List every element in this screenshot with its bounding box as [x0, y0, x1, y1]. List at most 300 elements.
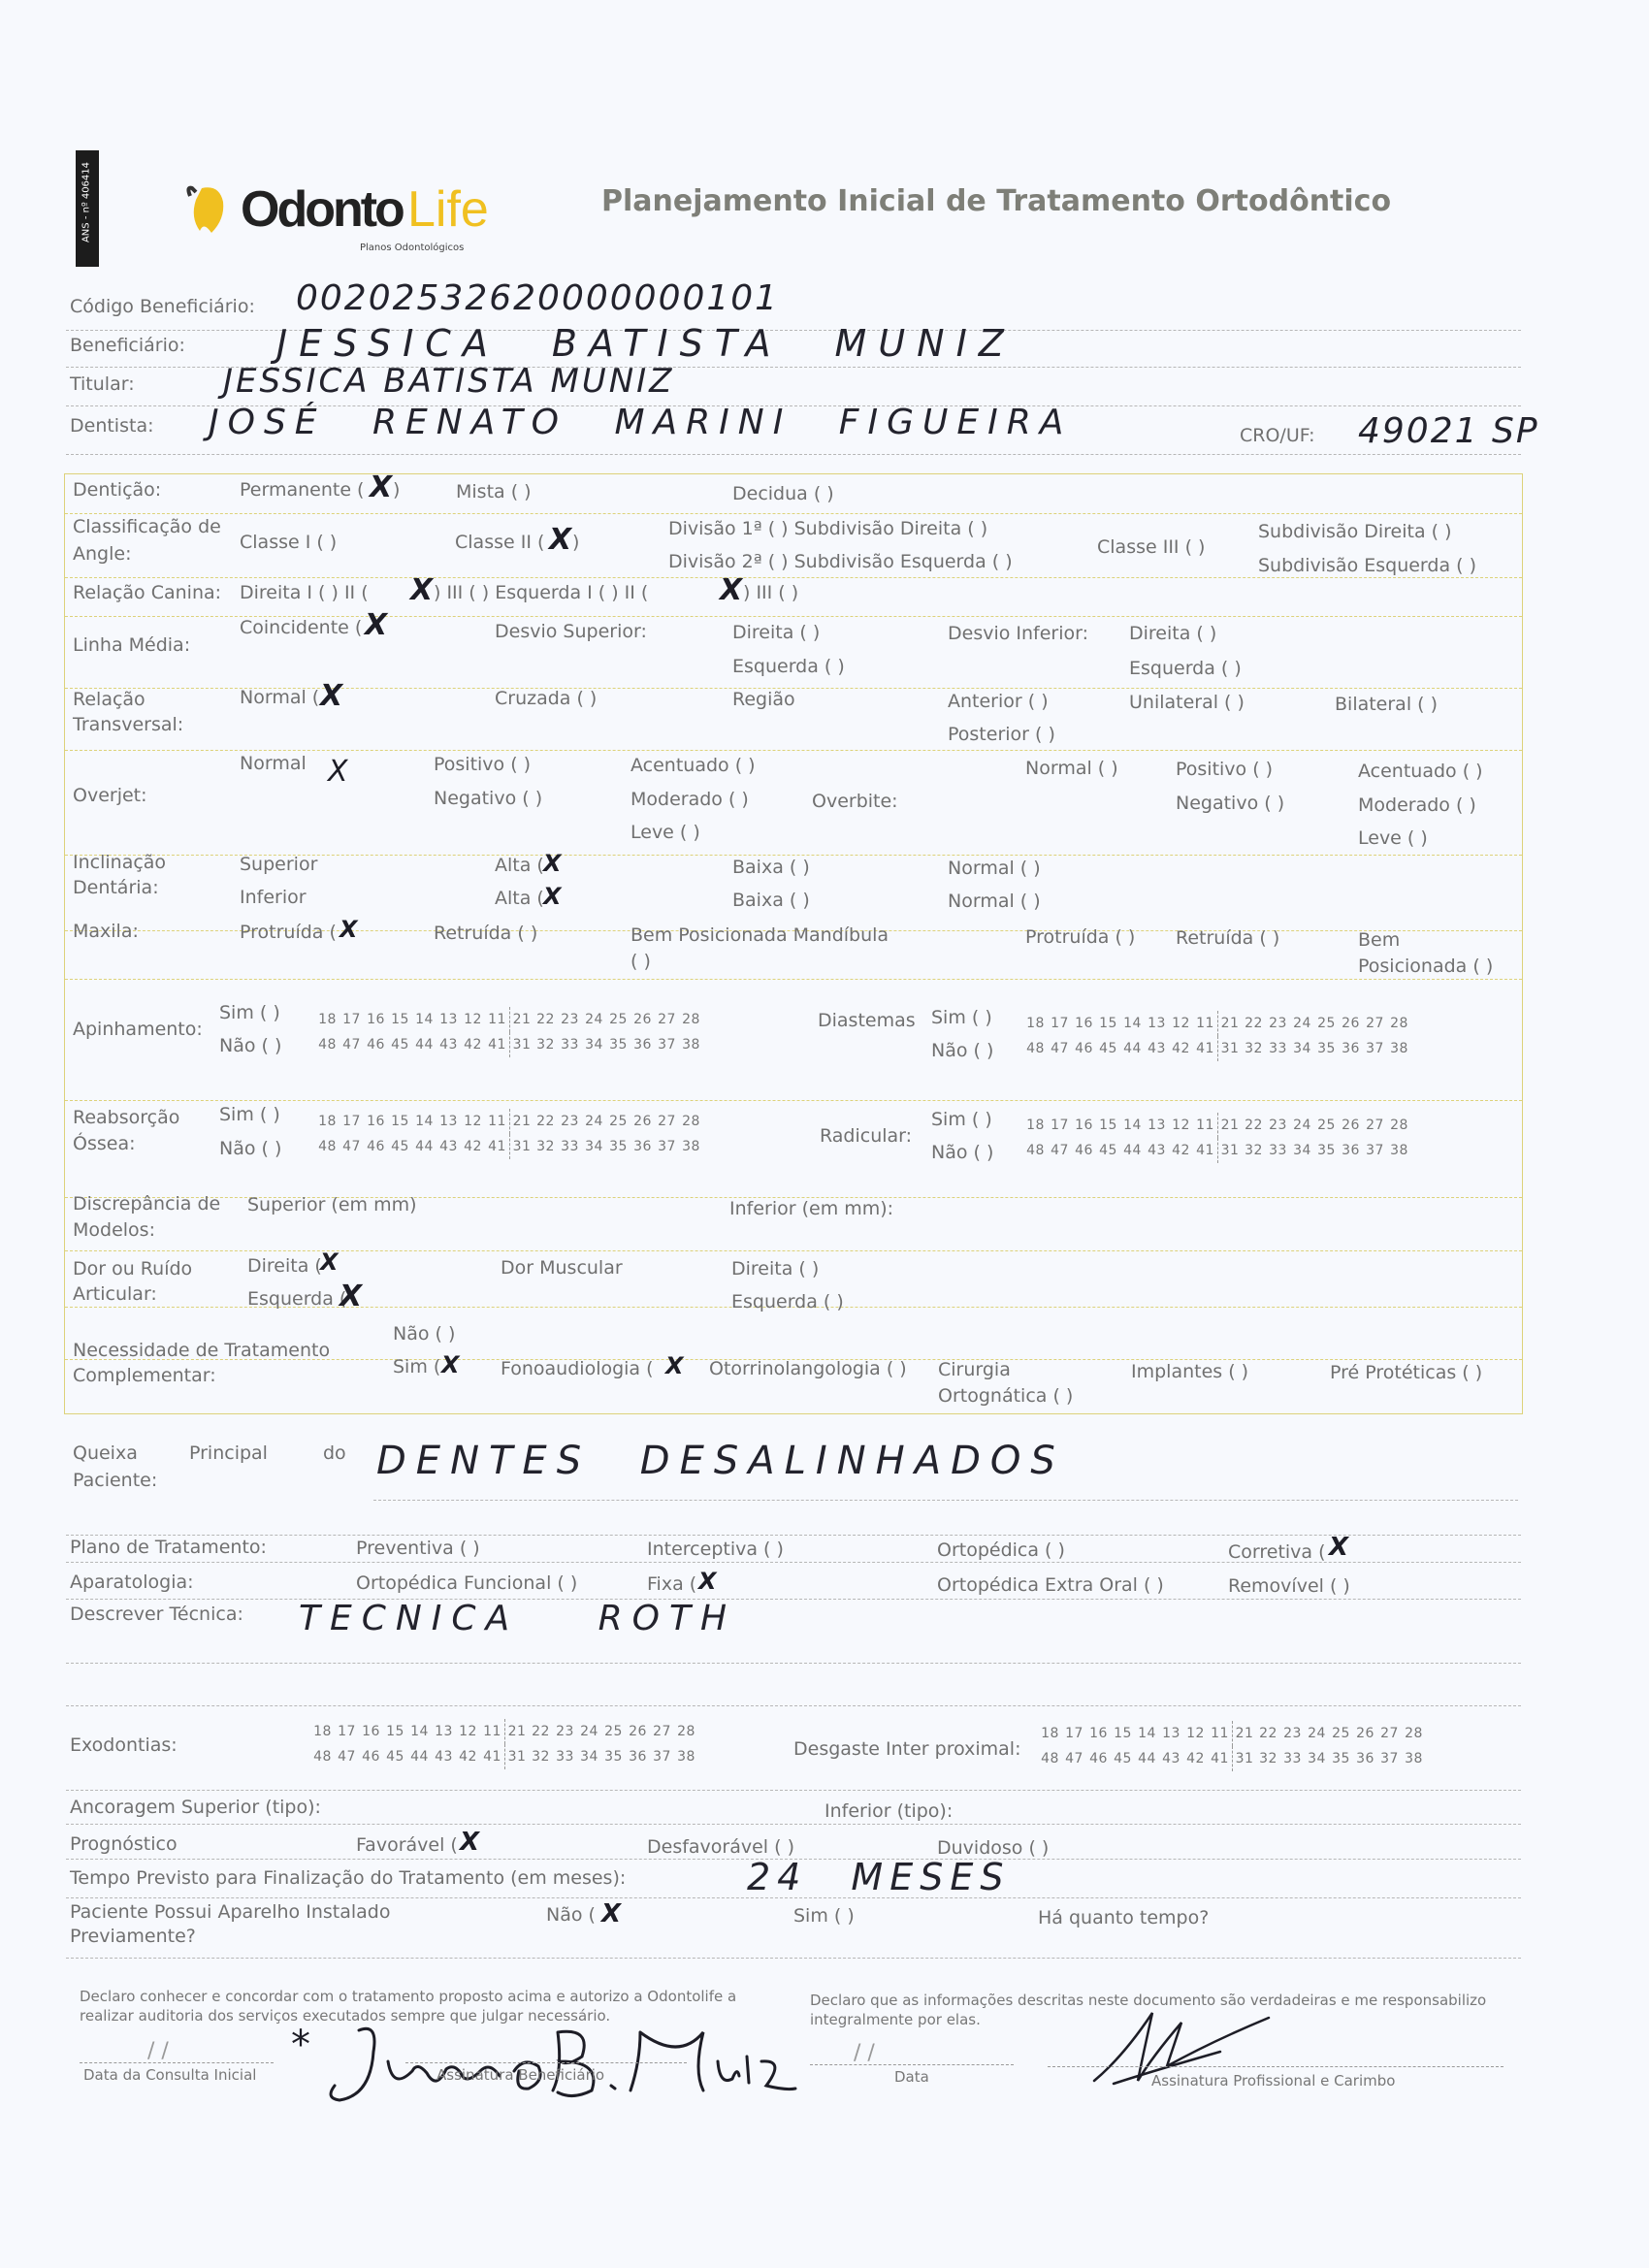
apinhamento-nao[interactable]: Não ( ): [219, 1035, 282, 1056]
tooth-number[interactable]: 47: [342, 1037, 361, 1053]
beneficiario-signature-icon: [320, 2003, 805, 2110]
tooth-number[interactable]: 37: [1380, 1751, 1399, 1766]
tooth-number[interactable]: 22: [536, 1114, 555, 1129]
diastemas-nao[interactable]: Não ( ): [931, 1040, 994, 1061]
tooth-number[interactable]: 25: [604, 1724, 623, 1739]
tooth-number[interactable]: 14: [415, 1012, 434, 1027]
desvio-sup-esquerda[interactable]: Esquerda ( ): [732, 656, 845, 677]
overjet-positivo[interactable]: Positivo ( ): [434, 754, 532, 775]
tooth-number[interactable]: 44: [415, 1037, 434, 1053]
tooth-number[interactable]: 13: [439, 1114, 458, 1129]
inferior-normal-option[interactable]: Normal ( ): [948, 891, 1041, 912]
coincidente-option[interactable]: Coincidente (: [240, 617, 363, 638]
transversal-normal-option[interactable]: Normal (: [240, 687, 320, 708]
tooth-number[interactable]: 16: [1089, 1726, 1108, 1741]
ortognatica-option[interactable]: Ortognática ( ): [938, 1385, 1074, 1407]
tooth-number[interactable]: 32: [1245, 1143, 1263, 1158]
tooth-number[interactable]: 34: [1293, 1143, 1311, 1158]
tooth-number[interactable]: 24: [580, 1724, 598, 1739]
ans-number: ANS - nº 406414: [81, 161, 92, 243]
tooth-number[interactable]: 27: [658, 1012, 676, 1027]
tooth-number[interactable]: 15: [1099, 1118, 1117, 1133]
tooth-number[interactable]: 23: [561, 1114, 579, 1129]
tooth-number[interactable]: 45: [386, 1749, 404, 1765]
tooth-number[interactable]: 12: [1186, 1726, 1205, 1741]
tooth-number[interactable]: 27: [658, 1114, 676, 1129]
desgaste-teeth-chart[interactable]: [1038, 1721, 1426, 1771]
queixa-label-2: Principal: [189, 1442, 268, 1464]
tooth-number[interactable]: 28: [1405, 1726, 1423, 1741]
tooth-number[interactable]: 18: [1026, 1118, 1045, 1133]
tooth-number[interactable]: 42: [464, 1037, 482, 1053]
angle-label-1: Classificação de: [73, 516, 221, 537]
tooth-number[interactable]: 14: [1123, 1118, 1142, 1133]
tooth-number[interactable]: 26: [629, 1724, 647, 1739]
overbite-normal[interactable]: Normal ( ): [1025, 758, 1118, 779]
tooth-number[interactable]: 47: [1051, 1041, 1069, 1056]
tooth-number[interactable]: 41: [1196, 1041, 1214, 1056]
tooth-number[interactable]: 41: [1211, 1751, 1229, 1766]
tooth-number[interactable]: 24: [1308, 1726, 1326, 1741]
tooth-number[interactable]: 48: [1041, 1751, 1059, 1766]
desvio-inf-direita[interactable]: Direita ( ): [1129, 623, 1217, 644]
tooth-number[interactable]: 46: [362, 1749, 380, 1765]
inferior-alta-option[interactable]: Alta (: [495, 888, 544, 909]
overjet-moderado[interactable]: Moderado ( ): [630, 789, 749, 810]
tooth-number[interactable]: 11: [483, 1724, 501, 1739]
tooth-number[interactable]: 11: [488, 1012, 506, 1027]
superior-normal-option[interactable]: Normal ( ): [948, 858, 1041, 879]
tooth-number[interactable]: 21: [1232, 1721, 1256, 1746]
tooth-number[interactable]: 22: [1245, 1016, 1263, 1031]
tooth-number[interactable]: 34: [585, 1139, 603, 1154]
tooth-number[interactable]: 47: [1051, 1143, 1069, 1158]
tooth-number[interactable]: 27: [1380, 1726, 1399, 1741]
tooth-number[interactable]: 22: [1259, 1726, 1277, 1741]
rel-transversal-label-1: Relação: [73, 689, 146, 710]
tooth-number[interactable]: 33: [556, 1749, 574, 1765]
classe3-option[interactable]: Classe III ( ): [1097, 536, 1206, 558]
tooth-number[interactable]: 37: [1366, 1143, 1384, 1158]
tooth-number[interactable]: 33: [1269, 1143, 1287, 1158]
superior-baixa-option[interactable]: Baixa ( ): [732, 857, 810, 878]
cruzada-option[interactable]: Cruzada ( ): [495, 688, 598, 709]
overbite-acentuado[interactable]: Acentuado ( ): [1358, 761, 1483, 782]
tooth-number[interactable]: 38: [1390, 1041, 1408, 1056]
tooth-number[interactable]: 48: [318, 1139, 337, 1154]
maxila-protruida-option[interactable]: Protruída (: [240, 922, 337, 943]
radicular-sim[interactable]: Sim ( ): [931, 1109, 992, 1130]
overbite-leve[interactable]: Leve ( ): [1358, 827, 1428, 849]
tooth-number[interactable]: 38: [682, 1139, 700, 1154]
tooth-number[interactable]: 13: [435, 1724, 453, 1739]
tooth-number[interactable]: 41: [483, 1749, 501, 1765]
tooth-number[interactable]: 31: [1217, 1036, 1242, 1061]
posterior-option[interactable]: Posterior ( ): [948, 724, 1055, 745]
tooth-number[interactable]: 35: [609, 1037, 628, 1053]
tooth-number[interactable]: 43: [439, 1139, 458, 1154]
canina-direita-options[interactable]: Direita I ( ) II (: [240, 582, 369, 603]
tooth-number[interactable]: 16: [362, 1724, 380, 1739]
tooth-number[interactable]: 11: [488, 1114, 506, 1129]
discrepancia-inferior[interactable]: Inferior (em mm):: [729, 1198, 894, 1219]
tooth-number[interactable]: 17: [342, 1114, 361, 1129]
tooth-number[interactable]: 37: [658, 1037, 676, 1053]
tooth-number[interactable]: 25: [609, 1114, 628, 1129]
tooth-number[interactable]: 37: [653, 1749, 671, 1765]
tooth-number[interactable]: 31: [504, 1744, 529, 1769]
diastemas-sim[interactable]: Sim ( ): [931, 1007, 992, 1028]
tooth-number[interactable]: 48: [1026, 1143, 1045, 1158]
otorrino-option[interactable]: Otorrinolangologia ( ): [709, 1358, 907, 1379]
reabsorcao-nao[interactable]: Não ( ): [219, 1138, 282, 1159]
tooth-number[interactable]: 43: [435, 1749, 453, 1765]
tooth-number[interactable]: 48: [1026, 1041, 1045, 1056]
tooth-number[interactable]: 33: [561, 1037, 579, 1053]
tooth-number[interactable]: 35: [1332, 1751, 1350, 1766]
tooth-number[interactable]: 21: [1217, 1011, 1242, 1036]
tooth-number[interactable]: 44: [1123, 1041, 1142, 1056]
tooth-number[interactable]: 46: [367, 1037, 385, 1053]
tooth-number[interactable]: 17: [338, 1724, 356, 1739]
canina-esquerda-options[interactable]: ) III ( ) Esquerda I ( ) II (: [434, 582, 649, 603]
assinatura-beneficiario-label[interactable]: Assinatura Beneficiário: [436, 2066, 605, 2084]
tooth-number[interactable]: 34: [1293, 1041, 1311, 1056]
tooth-number[interactable]: 15: [386, 1724, 404, 1739]
tooth-number[interactable]: 28: [1390, 1016, 1408, 1031]
tooth-number[interactable]: 45: [391, 1139, 409, 1154]
anterior-option[interactable]: Anterior ( ): [948, 691, 1049, 712]
mandibula-posicionada-option[interactable]: Posicionada ( ): [1358, 956, 1494, 977]
tooth-number[interactable]: 17: [1051, 1118, 1069, 1133]
tooth-number[interactable]: 28: [682, 1114, 700, 1129]
bem-posicionada-mandibula[interactable]: Bem Posicionada Mandíbula: [630, 924, 889, 946]
tooth-number[interactable]: 42: [1186, 1751, 1205, 1766]
subdivisao-direita-option[interactable]: Subdivisão Direita ( ): [1258, 521, 1452, 542]
interceptiva-option[interactable]: Interceptiva ( ): [647, 1539, 784, 1560]
corretiva-option[interactable]: Corretiva (: [1228, 1541, 1326, 1563]
tooth-number[interactable]: 45: [1099, 1143, 1117, 1158]
data-line: [810, 2064, 1014, 2065]
apinhamento-sim[interactable]: Sim ( ): [219, 1002, 280, 1023]
tooth-number[interactable]: 31: [509, 1032, 534, 1057]
reabsorcao-teeth-chart[interactable]: [315, 1109, 703, 1159]
tooth-number[interactable]: 15: [391, 1012, 409, 1027]
tooth-number[interactable]: 26: [1342, 1016, 1360, 1031]
tooth-number[interactable]: 22: [532, 1724, 550, 1739]
ancoragem-inferior-label[interactable]: Inferior (tipo):: [824, 1800, 954, 1822]
tooth-number[interactable]: 11: [1211, 1726, 1229, 1741]
tooth-number[interactable]: 18: [1026, 1016, 1045, 1031]
tooth-number[interactable]: 36: [1342, 1143, 1360, 1158]
tooth-number[interactable]: 11: [1196, 1118, 1214, 1133]
tooth-number[interactable]: 43: [439, 1037, 458, 1053]
aparelho-sim-option[interactable]: Sim ( ): [793, 1905, 855, 1927]
necessidade-nao[interactable]: Não ( ): [393, 1323, 456, 1345]
tooth-number[interactable]: 45: [391, 1037, 409, 1053]
tooth-number[interactable]: 33: [561, 1139, 579, 1154]
tooth-number[interactable]: 47: [1065, 1751, 1083, 1766]
tooth-number[interactable]: 23: [556, 1724, 574, 1739]
tooth-number[interactable]: 44: [1138, 1751, 1156, 1766]
tooth-number[interactable]: 25: [1317, 1118, 1336, 1133]
desvio-sup-direita[interactable]: Direita ( ): [732, 622, 821, 643]
tooth-number[interactable]: 14: [1123, 1016, 1142, 1031]
tooth-number[interactable]: 46: [1075, 1041, 1093, 1056]
apinhamento-teeth-chart[interactable]: [315, 1007, 703, 1057]
tooth-number[interactable]: 37: [1366, 1041, 1384, 1056]
tooth-number[interactable]: 32: [1245, 1041, 1263, 1056]
tooth-number[interactable]: 24: [585, 1114, 603, 1129]
fixa-option[interactable]: Fixa (: [647, 1573, 697, 1595]
tooth-number[interactable]: 35: [1317, 1143, 1336, 1158]
tooth-number[interactable]: 26: [1342, 1118, 1360, 1133]
tooth-number[interactable]: 27: [1366, 1118, 1384, 1133]
tooth-number[interactable]: 13: [1148, 1016, 1166, 1031]
tooth-number[interactable]: 35: [1317, 1041, 1336, 1056]
tooth-number[interactable]: 27: [1366, 1016, 1384, 1031]
tooth-number[interactable]: 23: [1283, 1726, 1302, 1741]
tooth-number[interactable]: 41: [488, 1139, 506, 1154]
overjet-normal-option[interactable]: Normal: [240, 753, 307, 774]
tooth-number[interactable]: 21: [504, 1719, 529, 1744]
tooth-number[interactable]: 36: [633, 1139, 652, 1154]
radicular-nao[interactable]: Não ( ): [931, 1142, 994, 1163]
tooth-number[interactable]: 32: [536, 1037, 555, 1053]
tooth-number[interactable]: 13: [439, 1012, 458, 1027]
tooth-number[interactable]: 24: [1293, 1118, 1311, 1133]
tooth-number[interactable]: 15: [391, 1114, 409, 1129]
tooth-number[interactable]: 47: [338, 1749, 356, 1765]
tooth-number[interactable]: 22: [536, 1012, 555, 1027]
tooth-number[interactable]: 36: [1342, 1041, 1360, 1056]
tooth-number[interactable]: 48: [318, 1037, 337, 1053]
tooth-number[interactable]: 26: [1356, 1726, 1374, 1741]
desvio-inf-esquerda[interactable]: Esquerda ( ): [1129, 658, 1242, 679]
tooth-number[interactable]: 31: [509, 1134, 534, 1159]
tooth-number[interactable]: 23: [561, 1012, 579, 1027]
tooth-number[interactable]: 26: [633, 1114, 652, 1129]
bem-posicionada-box[interactable]: ( ): [630, 951, 651, 972]
dor-muscular-direita[interactable]: Direita ( ): [731, 1258, 820, 1280]
ortopedica-option[interactable]: Ortopédica ( ): [937, 1539, 1065, 1561]
tooth-number[interactable]: 21: [1217, 1113, 1242, 1138]
tooth-number[interactable]: 21: [509, 1007, 534, 1032]
ortopedica-extra-oral-option[interactable]: Ortopédica Extra Oral ( ): [937, 1574, 1164, 1596]
tooth-number[interactable]: 45: [1099, 1041, 1117, 1056]
queixa-value: DENTES DESALINHADOS: [376, 1439, 1065, 1483]
dor-direita-option[interactable]: Direita (: [247, 1255, 322, 1277]
aparelho-nao-option[interactable]: Não (: [546, 1904, 596, 1926]
tooth-number[interactable]: 46: [1075, 1143, 1093, 1158]
divisao1-option[interactable]: Divisão 1ª ( ) Subdivisão Direita ( ): [668, 518, 988, 539]
superior-alta-option[interactable]: Alta (: [495, 855, 544, 876]
tooth-number[interactable]: 18: [313, 1724, 332, 1739]
tooth-number[interactable]: 34: [585, 1037, 603, 1053]
subdivisao-esquerda-option[interactable]: Subdivisão Esquerda ( ): [1258, 555, 1477, 576]
tooth-number[interactable]: 28: [1390, 1118, 1408, 1133]
tooth-number[interactable]: 31: [1232, 1746, 1256, 1771]
tooth-number[interactable]: 14: [415, 1114, 434, 1129]
tooth-number[interactable]: 12: [464, 1012, 482, 1027]
tooth-number[interactable]: 21: [509, 1109, 534, 1134]
overjet-leve[interactable]: Leve ( ): [630, 822, 700, 843]
overbite-positivo[interactable]: Positivo ( ): [1176, 759, 1274, 780]
tooth-number[interactable]: 25: [1317, 1016, 1336, 1031]
tooth-number[interactable]: 44: [1123, 1143, 1142, 1158]
reabsorcao-sim[interactable]: Sim ( ): [219, 1104, 280, 1125]
divisao2-option[interactable]: Divisão 2ª ( ) Subdivisão Esquerda ( ): [668, 551, 1013, 572]
maxila-retruida-option[interactable]: Retruída ( ): [434, 923, 538, 944]
implantes-option[interactable]: Implantes ( ): [1131, 1361, 1249, 1382]
tooth-number[interactable]: 46: [1089, 1751, 1108, 1766]
classe2-option[interactable]: Classe II (: [455, 532, 545, 553]
necessidade-sim-option[interactable]: Sim (: [393, 1356, 441, 1377]
tooth-number[interactable]: 43: [1162, 1751, 1180, 1766]
tooth-number[interactable]: 36: [629, 1749, 647, 1765]
tooth-number[interactable]: 24: [585, 1012, 603, 1027]
tooth-number[interactable]: 18: [318, 1114, 337, 1129]
tooth-number[interactable]: 38: [677, 1749, 695, 1765]
tooth-number[interactable]: 26: [633, 1012, 652, 1027]
tooth-number[interactable]: 14: [410, 1724, 429, 1739]
tooth-number[interactable]: 15: [1114, 1726, 1132, 1741]
tooth-number[interactable]: 41: [488, 1037, 506, 1053]
permanente-option[interactable]: Permanente (: [240, 479, 365, 501]
tooth-number[interactable]: 43: [1148, 1143, 1166, 1158]
tooth-number[interactable]: 42: [459, 1749, 477, 1765]
bilateral-option[interactable]: Bilateral ( ): [1335, 694, 1439, 715]
tooth-number[interactable]: 45: [1114, 1751, 1132, 1766]
assinatura-profissional-label[interactable]: Assinatura Profissional e Carimbo: [1151, 2072, 1396, 2090]
tooth-number[interactable]: 38: [682, 1037, 700, 1053]
mandibula-retruida-option[interactable]: Retruída ( ): [1176, 927, 1280, 949]
tooth-number[interactable]: 11: [1196, 1016, 1214, 1031]
tooth-number[interactable]: 42: [1172, 1143, 1190, 1158]
tooth-number[interactable]: 18: [1041, 1726, 1059, 1741]
overbite-moderado[interactable]: Moderado ( ): [1358, 794, 1476, 816]
tooth-number[interactable]: 35: [609, 1139, 628, 1154]
overjet-acentuado[interactable]: Acentuado ( ): [630, 755, 756, 776]
overjet-negativo[interactable]: Negativo ( ): [434, 788, 543, 809]
mandibula-protruida-option[interactable]: Protruída ( ): [1025, 926, 1136, 948]
discrepancia-superior[interactable]: Superior (em mm): [247, 1194, 417, 1215]
tooth-number[interactable]: 48: [313, 1749, 332, 1765]
data-label[interactable]: Data: [894, 2068, 929, 2086]
radicular-teeth-chart[interactable]: [1023, 1113, 1411, 1163]
favoravel-option[interactable]: Favorável (: [356, 1834, 458, 1856]
overbite-negativo[interactable]: Negativo ( ): [1176, 793, 1285, 814]
divider: [66, 454, 1521, 455]
ha-quanto-tempo-label[interactable]: Há quanto tempo?: [1038, 1907, 1210, 1928]
tooth-number[interactable]: 46: [367, 1139, 385, 1154]
tooth-number[interactable]: 32: [536, 1139, 555, 1154]
tooth-number[interactable]: 16: [1075, 1118, 1093, 1133]
divider: [66, 1599, 1521, 1600]
tooth-number[interactable]: 27: [653, 1724, 671, 1739]
tooth-number[interactable]: 12: [464, 1114, 482, 1129]
tooth-number[interactable]: 17: [1051, 1016, 1069, 1031]
ans-registration-bar: [76, 150, 99, 267]
preventiva-option[interactable]: Preventiva ( ): [356, 1538, 480, 1559]
fonoaudiologia-option[interactable]: Fonoaudiologia (: [501, 1358, 654, 1379]
decidua-option[interactable]: Decidua ( ): [732, 483, 834, 504]
exodontias-teeth-chart[interactable]: [310, 1719, 698, 1769]
tooth-number[interactable]: 31: [1217, 1138, 1242, 1163]
removivel-option[interactable]: Removível ( ): [1228, 1575, 1350, 1597]
tooth-number[interactable]: 36: [633, 1037, 652, 1053]
tooth-number[interactable]: 16: [367, 1114, 385, 1129]
tooth-number[interactable]: 42: [464, 1139, 482, 1154]
tooth-number[interactable]: 43: [1148, 1041, 1166, 1056]
tooth-number[interactable]: 22: [1245, 1118, 1263, 1133]
classe1-option[interactable]: Classe I ( ): [240, 532, 338, 553]
tooth-number[interactable]: 37: [658, 1139, 676, 1154]
pre-proteticas-option[interactable]: Pré Protéticas ( ): [1330, 1362, 1483, 1383]
tooth-number[interactable]: 12: [1172, 1118, 1190, 1133]
tooth-number[interactable]: 33: [1269, 1041, 1287, 1056]
tooth-number[interactable]: 42: [1172, 1041, 1190, 1056]
dor-esquerda-option[interactable]: Esquerda (: [247, 1288, 347, 1310]
duvidoso-option[interactable]: Duvidoso ( ): [937, 1837, 1050, 1859]
tooth-number[interactable]: 25: [609, 1012, 628, 1027]
tooth-number[interactable]: 13: [1148, 1118, 1166, 1133]
ortopedica-funcional-option[interactable]: Ortopédica Funcional ( ): [356, 1572, 578, 1594]
tooth-number[interactable]: 28: [677, 1724, 695, 1739]
tooth-number[interactable]: 35: [604, 1749, 623, 1765]
inferior-baixa-option[interactable]: Baixa ( ): [732, 890, 810, 911]
tooth-number[interactable]: 15: [1099, 1016, 1117, 1031]
ancoragem-superior-label[interactable]: Ancoragem Superior (tipo):: [70, 1797, 321, 1818]
tooth-number[interactable]: 18: [318, 1012, 337, 1027]
aparelho-label-1: Paciente Possui Aparelho Instalado: [70, 1901, 391, 1923]
tooth-number[interactable]: 17: [342, 1012, 361, 1027]
tooth-number[interactable]: 13: [1162, 1726, 1180, 1741]
tooth-number[interactable]: 38: [1405, 1751, 1423, 1766]
aparatologia-label: Aparatologia:: [70, 1571, 194, 1593]
tooth-number[interactable]: 36: [1356, 1751, 1374, 1766]
tooth-number[interactable]: 16: [367, 1012, 385, 1027]
tooth-number[interactable]: 32: [1259, 1751, 1277, 1766]
page-title: Planejamento Inicial de Tratamento Ortodôntico: [601, 184, 1392, 218]
tooth-number[interactable]: 44: [415, 1139, 434, 1154]
tooth-number[interactable]: 28: [682, 1012, 700, 1027]
diastemas-teeth-chart[interactable]: [1023, 1011, 1411, 1061]
tooth-number[interactable]: 12: [1172, 1016, 1190, 1031]
tooth-number[interactable]: 33: [1283, 1751, 1302, 1766]
tooth-number[interactable]: 23: [1269, 1016, 1287, 1031]
tooth-number[interactable]: 47: [342, 1139, 361, 1154]
tooth-number[interactable]: 34: [580, 1749, 598, 1765]
tooth-number[interactable]: 23: [1269, 1118, 1287, 1133]
tooth-number[interactable]: 44: [410, 1749, 429, 1765]
desfavoravel-option[interactable]: Desfavorável ( ): [647, 1836, 794, 1858]
tooth-number[interactable]: 24: [1293, 1016, 1311, 1031]
dor-muscular-esquerda[interactable]: Esquerda ( ): [731, 1291, 844, 1312]
tooth-number[interactable]: 14: [1138, 1726, 1156, 1741]
tooth-number[interactable]: 32: [532, 1749, 550, 1765]
tooth-number[interactable]: 34: [1308, 1751, 1326, 1766]
tooth-number[interactable]: 25: [1332, 1726, 1350, 1741]
tooth-number[interactable]: 38: [1390, 1143, 1408, 1158]
mista-option[interactable]: Mista ( ): [456, 481, 532, 502]
tooth-number[interactable]: 12: [459, 1724, 477, 1739]
tooth-number[interactable]: 16: [1075, 1016, 1093, 1031]
tooth-number[interactable]: 41: [1196, 1143, 1214, 1158]
unilateral-option[interactable]: Unilateral ( ): [1129, 692, 1245, 713]
data-consulta-label[interactable]: Data da Consulta Inicial: [83, 2066, 257, 2084]
tooth-number[interactable]: 17: [1065, 1726, 1083, 1741]
